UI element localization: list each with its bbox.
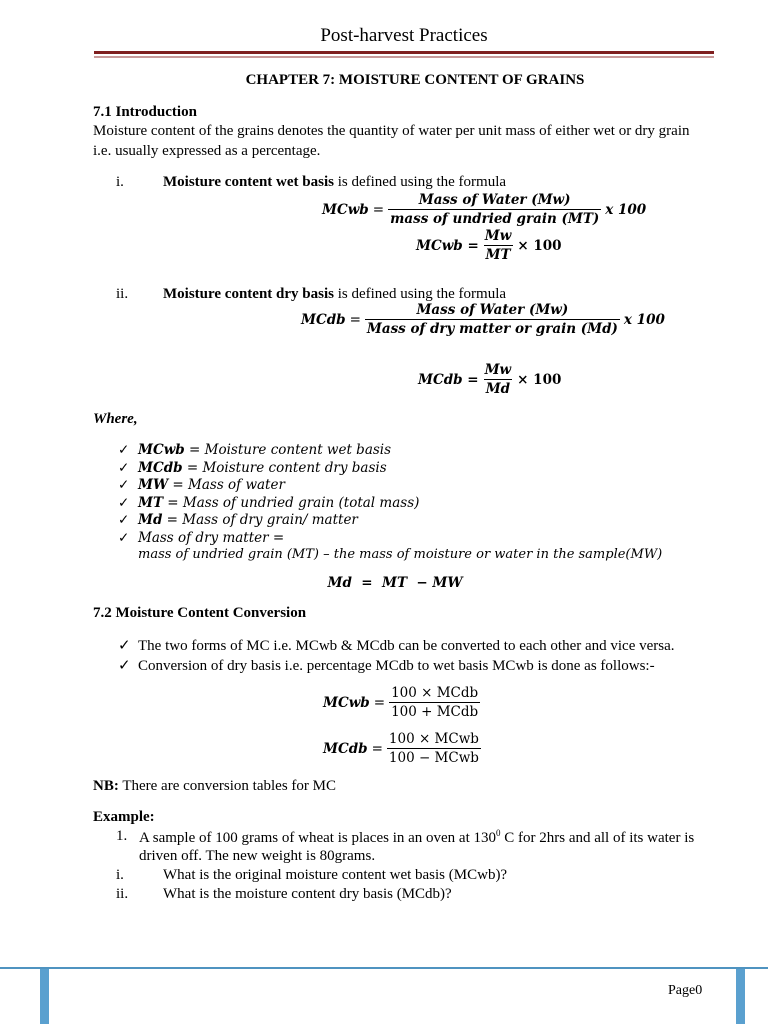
dry-f2-tail: × 100 xyxy=(517,371,562,388)
dry-f1-lhs: MCdb xyxy=(301,311,346,328)
definitions-list xyxy=(118,442,662,562)
wet-definition-line xyxy=(163,174,506,191)
dry-f1-tail: x 100 xyxy=(623,311,665,328)
wet-f1-denominator: mass of undried grain (MT) xyxy=(390,211,600,227)
definition-term: MT xyxy=(138,494,163,511)
definition-item: ✓ MCwb = Moisture content wet basis xyxy=(118,442,392,458)
conv-f1-denominator: 100 + MCdb xyxy=(391,704,479,720)
question-1: What is the original moisture content wet basis (MCwb)? xyxy=(163,867,508,883)
conv-f2-fraction xyxy=(387,731,481,766)
wet-definition-rest: is defined using the formula xyxy=(333,174,507,190)
where-label: Where, xyxy=(93,411,138,427)
dry-definition-rest: is defined using the formula xyxy=(333,286,507,302)
wet-numeral: i. xyxy=(116,174,124,190)
definition-text: Moisture content wet basis xyxy=(204,442,392,458)
conversion-bullet-2-text: Conversion of dry basis i.e. percentage MCdb to wet basis MCwb is done as follows:- xyxy=(138,658,655,674)
example-line-2: driven off. The new weight is 80grams. xyxy=(139,848,376,864)
definition-term: MCwb xyxy=(138,442,185,458)
dry-matter-def-line-2: mass of undried grain (MT) – the mass of moisture or water in the sample(MW) xyxy=(138,547,663,562)
check-icon: ✓ xyxy=(118,638,131,654)
wet-f2-tail: × 100 xyxy=(517,237,562,254)
check-icon: ✓ xyxy=(118,658,131,674)
dry-formula-2 xyxy=(416,362,563,397)
wet-f1-lhs: MCwb xyxy=(322,201,369,218)
wet-definition-bold: Moisture content wet basis xyxy=(163,174,334,190)
wet-formula-2 xyxy=(414,228,564,263)
dry-formula-1: MCdb = $\frac{\text{Mass of Water (Mw)}}{\text{Mass of dry matter or grain (Md)}}$ x 100 xyxy=(301,302,665,337)
conv-f2-numerator: 100 × MCwb xyxy=(388,731,479,747)
definition-item: ✓ MCdb = Moisture content dry basis xyxy=(118,459,387,476)
dry-f1-denominator: Mass of dry matter or grain (Md) xyxy=(366,321,618,337)
wet-f2-fraction xyxy=(483,228,514,263)
wet-f1-numerator: Mass of Water (Mw) xyxy=(418,192,571,208)
definition-item: ✓ MW = Mass of water xyxy=(118,477,285,493)
example-line-1-a: A sample of 100 grams of wheat is places in an oven at 130 xyxy=(139,830,496,846)
wet-f1-fraction xyxy=(388,192,601,227)
example-degree-sup: 0 xyxy=(496,828,501,838)
question-1-number: i. xyxy=(116,867,124,883)
conv-f1-lhs: MCwb xyxy=(323,694,370,711)
definition-term: Md xyxy=(138,512,163,528)
dry-matter-def-line-1: Mass of dry matter = xyxy=(138,529,285,546)
dry-f2-denominator: Md xyxy=(485,381,511,397)
section-heading-intro: 7.1 Introduction xyxy=(93,104,197,120)
conv-f2-lhs: MCdb xyxy=(323,740,368,757)
definition-item: ✓ Md = Mass of dry grain/ matter xyxy=(118,512,358,528)
definition-item xyxy=(118,530,662,548)
section-heading-conversion: 7.2 Moisture Content Conversion xyxy=(93,605,307,621)
conversion-formula-1: MCwb = $\frac{\text{100 × MCdb}}{\text{100 + MCdb}}$ xyxy=(323,685,479,720)
md-equation: Md = MT − MW xyxy=(327,575,463,591)
conversion-bullet-2 xyxy=(118,656,655,675)
page-number: Page0 xyxy=(668,983,703,998)
conv-f1-numerator: 100 × MCdb xyxy=(391,685,479,701)
nb-line xyxy=(93,778,336,795)
definition-text: Mass of dry grain/ matter xyxy=(182,512,358,528)
conv-f1-fraction xyxy=(389,685,480,720)
example-line-1-b: C for 2hrs and all of its water is xyxy=(500,830,695,846)
example-line-1 xyxy=(139,828,694,847)
header-rule-light xyxy=(94,56,714,58)
footer-bar-left xyxy=(40,969,49,1024)
definition-item: ✓ MT = Mass of undried grain (total mass) xyxy=(118,494,420,511)
conversion-bullet-1 xyxy=(118,636,675,655)
chapter-title: CHAPTER 7: MOISTURE CONTENT OF GRAINS xyxy=(245,72,585,88)
dry-f1-numerator: Mass of Water (Mw) xyxy=(416,302,569,318)
definition-text: Mass of water xyxy=(188,477,285,493)
definition-term: MW xyxy=(138,477,169,493)
definition-term: MCdb xyxy=(138,459,183,476)
example-item-number: 1. xyxy=(116,828,128,844)
wet-f2-numerator: Mw xyxy=(484,228,512,244)
conversion-formula-2: MCdb = $\frac{\text{100 × MCwb}}{\text{100 − MCwb}}$ xyxy=(323,731,479,766)
question-2-number: ii. xyxy=(116,886,129,902)
check-icon: ✓ xyxy=(118,494,130,511)
footer-rule xyxy=(0,967,768,969)
example-heading: Example: xyxy=(93,809,155,825)
dry-f1-fraction xyxy=(365,302,620,337)
footer-bar-right xyxy=(736,969,745,1024)
check-icon: ✓ xyxy=(118,512,130,528)
dry-numeral: ii. xyxy=(116,286,129,302)
nb-text: There are conversion tables for MC xyxy=(118,778,336,794)
check-icon: ✓ xyxy=(118,459,130,476)
header-rule-dark xyxy=(94,51,714,54)
dry-f2-numerator: Mw xyxy=(484,362,512,378)
dry-definition-line xyxy=(163,286,506,303)
definition-text: Moisture content dry basis xyxy=(202,459,387,476)
dry-f2-fraction xyxy=(483,362,514,397)
question-2: What is the moisture content dry basis (MCdb)? xyxy=(163,886,452,902)
check-icon: ✓ xyxy=(118,529,130,546)
definition-text: Mass of undried grain (total mass) xyxy=(182,494,420,511)
dry-f2-lhs: MCdb = xyxy=(418,371,479,388)
conversion-bullet-1-text: The two forms of MC i.e. MCwb & MCdb can be converted to each other and vice versa. xyxy=(138,638,675,654)
conv-f2-denominator: 100 − MCwb xyxy=(388,750,479,766)
wet-formula-1: MCwb = $\frac{\text{Mass of Water (Mw)}}{\text{mass of undried grain (MT)}}$ x 100 xyxy=(322,192,647,227)
dry-definition-bold: Moisture content dry basis xyxy=(163,286,334,302)
wet-f1-tail: x 100 xyxy=(605,201,647,218)
page-header-title: Post-harvest Practices xyxy=(320,25,488,46)
check-icon: ✓ xyxy=(118,442,130,458)
wet-f2-denominator: MT xyxy=(485,247,511,263)
nb-label: NB: xyxy=(93,778,119,794)
wet-f2-lhs: MCwb = xyxy=(416,237,479,254)
intro-line-1: Moisture content of the grains denotes the quantity of water per unit mass of either wet or dry grain xyxy=(93,123,690,139)
check-icon: ✓ xyxy=(118,477,130,493)
intro-line-2: i.e. usually expressed as a percentage. xyxy=(93,143,321,159)
